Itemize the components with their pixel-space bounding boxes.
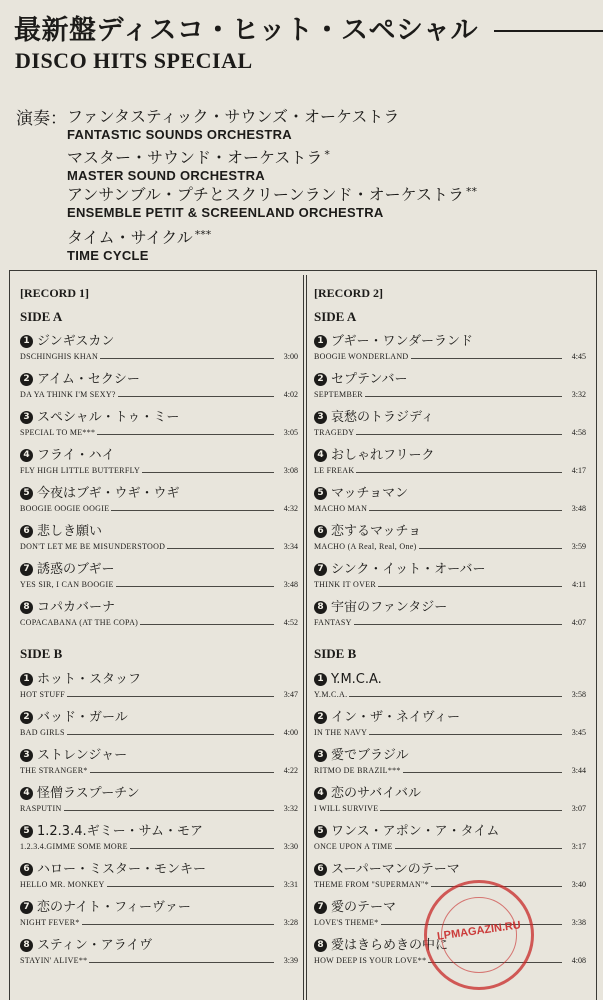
track-title-en: Y.M.C.A. <box>314 690 348 699</box>
track-duration: 3:00 <box>283 352 298 361</box>
track-duration: 3:48 <box>571 504 586 513</box>
track-title-en: COPACABANA (AT THE COPA) <box>20 618 139 627</box>
track-row <box>20 898 298 932</box>
track-title-jp: 哀愁のトラジディ <box>331 410 434 425</box>
track-row <box>314 522 586 556</box>
track-title-jp: アイム・セクシー <box>37 372 140 387</box>
track-number: 1 <box>20 335 33 348</box>
track-title-en: HOW DEEP IS YOUR LOVE** <box>314 956 427 965</box>
track-title-jp: 怪僧ラスプーチン <box>37 786 140 801</box>
track-title-jp: 愛でブラジル <box>331 748 409 763</box>
album-title-english: DISCO HITS SPECIAL <box>15 48 253 73</box>
track-number: 5 <box>20 487 33 500</box>
track-number: 2 <box>314 373 327 386</box>
track-number: 4 <box>314 787 327 800</box>
performers-label: 演奏： <box>16 109 67 129</box>
track-duration: 4:45 <box>571 352 586 361</box>
track-title-jp: 恋するマッチョ <box>331 524 422 539</box>
track-duration: 4:22 <box>283 766 298 775</box>
track-number: 7 <box>314 563 327 576</box>
performer-name-en: MASTER SOUND ORCHESTRA <box>67 168 265 183</box>
track-number: 4 <box>20 449 33 462</box>
performer-name-en: ENSEMBLE PETIT & SCREENLAND ORCHESTRA <box>67 205 384 220</box>
track-title-en: DON'T LET ME BE MISUNDERSTOOD <box>20 542 166 551</box>
track-title-jp: 悲しき願い <box>37 524 103 539</box>
track-duration: 3:17 <box>571 842 586 851</box>
track-row <box>314 560 586 594</box>
record-1-side-b-label: SIDE B <box>20 646 63 661</box>
track-title-jp: マッチョマン <box>331 486 409 501</box>
track-row <box>314 822 586 856</box>
track-number: 8 <box>20 601 33 614</box>
track-title-en: BOOGIE OOGIE OOGIE <box>20 504 110 513</box>
column-divider <box>303 275 304 1000</box>
track-duration: 3:31 <box>283 880 298 889</box>
track-duration: 3:38 <box>571 918 586 927</box>
track-title-en: TRAGEDY <box>314 428 355 437</box>
track-title-jp: Y.M.C.A. <box>331 672 382 687</box>
track-title-jp: スティン・アライヴ <box>37 938 153 953</box>
track-row <box>20 370 298 404</box>
track-title-jp: おしゃれフリーク <box>331 448 435 463</box>
track-row <box>314 746 586 780</box>
record-1-label: [RECORD 1] <box>20 286 89 300</box>
track-number: 7 <box>314 901 327 914</box>
track-title-jp: フライ・ハイ <box>37 448 115 463</box>
track-row <box>20 446 298 480</box>
track-duration: 3:44 <box>571 766 586 775</box>
track-title-jp: ブギー・ワンダーランド <box>331 334 473 349</box>
track-number: 6 <box>20 525 33 538</box>
watermark-text: LPMAGAZIN.RU <box>436 919 522 943</box>
track-row <box>20 332 298 366</box>
track-title-jp: ハロー・ミスター・モンキー <box>37 862 207 877</box>
track-title-en: RITMO DE BRAZIL*** <box>314 766 401 775</box>
track-title-jp: 愛はきらめきの中に <box>331 938 449 953</box>
record-2-label: [RECORD 2] <box>314 286 383 300</box>
track-number: 7 <box>20 901 33 914</box>
track-title-en: HOT STUFF <box>20 690 66 699</box>
track-title-en: I WILL SURVIVE <box>314 804 379 813</box>
track-duration: 3:47 <box>283 690 298 699</box>
performer-name-en: FANTASTIC SOUNDS ORCHESTRA <box>67 127 292 142</box>
track-number: 3 <box>314 411 327 424</box>
track-duration: 4:07 <box>571 618 586 627</box>
track-title-en: LE FREAK <box>314 466 355 475</box>
track-row <box>20 936 298 970</box>
track-duration: 4:17 <box>571 466 586 475</box>
record-1-side-a-label: SIDE A <box>20 309 63 324</box>
track-row <box>314 670 586 704</box>
track-title-en: THINK IT OVER <box>314 580 376 589</box>
track-row <box>20 822 298 856</box>
performer-name-en: TIME CYCLE <box>67 248 149 263</box>
track-title-en: SEPTEMBER <box>314 390 363 399</box>
track-row <box>314 446 586 480</box>
performer-name-jp: マスター・サウンド・オーケストラ * <box>67 148 330 167</box>
track-number: 8 <box>20 939 33 952</box>
track-title-en: DSCHINGHIS KHAN <box>20 352 99 361</box>
track-title-en: ONCE UPON A TIME <box>314 842 393 851</box>
track-row <box>314 708 586 742</box>
track-title-en: FLY HIGH LITTLE BUTTERFLY <box>20 466 141 475</box>
track-title-en: BOOGIE WONDERLAND <box>314 352 409 361</box>
track-title-jp: シンク・イット・オーバー <box>331 562 486 577</box>
track-title-en: DA YA THINK I'M SEXY? <box>20 390 116 399</box>
track-number: 3 <box>20 749 33 762</box>
track-duration: 3:07 <box>571 804 586 813</box>
track-title-en: HELLO MR. MONKEY <box>20 880 105 889</box>
track-row <box>20 408 298 442</box>
track-title-jp: ホット・スタッフ <box>37 672 142 687</box>
track-duration: 3:59 <box>571 542 586 551</box>
track-number: 2 <box>20 711 33 724</box>
track-title-en: NIGHT FEVER* <box>20 918 80 927</box>
track-number: 6 <box>314 863 327 876</box>
track-title-jp: ジンギスカン <box>37 334 115 349</box>
performer-mark: *** <box>194 228 212 241</box>
track-duration: 4:52 <box>283 618 298 627</box>
track-number: 5 <box>314 825 327 838</box>
track-number: 4 <box>314 449 327 462</box>
track-duration: 3:58 <box>571 690 586 699</box>
track-number: 6 <box>20 863 33 876</box>
track-duration: 3:39 <box>283 956 298 965</box>
track-number: 6 <box>314 525 327 538</box>
track-title-jp: イン・ザ・ネイヴィー <box>331 710 460 725</box>
track-title-jp: 誘惑のブギー <box>37 562 115 577</box>
track-row <box>314 332 586 366</box>
title-rule <box>494 30 603 32</box>
track-title-en: STAYIN' ALIVE** <box>20 956 88 965</box>
track-title-en: FANTASY <box>314 618 352 627</box>
track-duration: 3:30 <box>283 842 298 851</box>
track-title-jp: コパカバーナ <box>37 600 116 615</box>
track-duration: 4:08 <box>571 956 586 965</box>
performer-mark: * <box>324 148 330 161</box>
track-number: 3 <box>20 411 33 424</box>
track-title-en: 1.2.3.4.GIMME SOME MORE <box>20 842 128 851</box>
track-row <box>20 784 298 818</box>
track-duration: 3:32 <box>283 804 298 813</box>
track-number: 2 <box>20 373 33 386</box>
track-title-en: THEME FROM "SUPERMAN"* <box>314 880 429 889</box>
performer-name-jp: ファンタスティック・サウンズ・オーケストラ <box>67 107 400 126</box>
track-title-jp: 恋のサバイバル <box>331 786 421 801</box>
track-title-jp: バッド・ガール <box>37 710 128 725</box>
track-duration: 4:11 <box>572 580 586 589</box>
track-duration: 3:45 <box>571 728 586 737</box>
track-title-jp: 恋のナイト・フィーヴァー <box>37 900 191 915</box>
track-number: 3 <box>314 749 327 762</box>
track-row <box>20 860 298 894</box>
track-row <box>20 746 298 780</box>
track-row <box>314 408 586 442</box>
track-row <box>20 560 298 594</box>
track-duration: 4:02 <box>283 390 298 399</box>
track-title-en: BAD GIRLS <box>20 728 65 737</box>
watermark-stamp <box>424 880 534 990</box>
track-row <box>20 708 298 742</box>
track-duration: 3:48 <box>283 580 298 589</box>
track-row <box>314 370 586 404</box>
record-2-side-b-label: SIDE B <box>314 646 357 661</box>
track-number: 8 <box>314 939 327 952</box>
track-duration: 3:34 <box>283 542 298 551</box>
track-title-jp: 愛のテーマ <box>331 900 397 915</box>
performer-mark: ** <box>465 185 477 198</box>
track-title-jp: ワンス・アポン・ア・タイム <box>331 824 500 839</box>
performer-name-jp: タイム・サイクル *** <box>67 228 212 247</box>
track-title-en: IN THE NAVY <box>314 728 368 737</box>
track-number: 4 <box>20 787 33 800</box>
performer-1 <box>67 104 401 143</box>
performer-2 <box>67 145 330 184</box>
track-number: 1 <box>314 335 327 348</box>
track-number: 7 <box>20 563 33 576</box>
track-row <box>20 484 298 518</box>
track-row <box>314 598 586 632</box>
track-number: 8 <box>314 601 327 614</box>
track-duration: 4:32 <box>283 504 298 513</box>
performer-name-jp: アンサンブル・プチとスクリーンランド・オーケストラ ** <box>67 185 477 204</box>
track-number: 5 <box>20 825 33 838</box>
track-leader-line <box>314 696 562 697</box>
album-title-japanese: 最新盤ディスコ・ヒット・スペシャル <box>14 15 478 46</box>
track-duration: 4:00 <box>283 728 298 737</box>
track-title-en: YES SIR, I CAN BOOGIE <box>20 580 114 589</box>
track-title-en: SPECIAL TO ME*** <box>20 428 96 437</box>
track-number: 1 <box>314 673 327 686</box>
track-row <box>314 484 586 518</box>
track-title-jp: スーパーマンのテーマ <box>331 862 460 877</box>
track-title-en: RASPUTIN <box>20 804 62 813</box>
track-duration: 3:40 <box>571 880 586 889</box>
track-row <box>20 522 298 556</box>
track-duration: 3:05 <box>283 428 298 437</box>
performer-3 <box>67 182 477 221</box>
track-title-en: THE STRANGER* <box>20 766 88 775</box>
track-duration: 3:08 <box>283 466 298 475</box>
track-title-jp: 今夜はブギ・ウギ・ウギ <box>37 486 180 501</box>
track-title-jp: 1.2.3.4.ギミー・サム・モア <box>37 824 203 839</box>
track-title-jp: 宇宙のファンタジー <box>331 600 448 615</box>
track-row <box>20 598 298 632</box>
column-divider-inner <box>306 275 307 1000</box>
track-number: 1 <box>20 673 33 686</box>
track-duration: 3:32 <box>571 390 586 399</box>
track-row <box>314 784 586 818</box>
performer-4 <box>67 225 211 264</box>
track-title-jp: ストレンジャー <box>37 748 128 763</box>
track-title-en: LOVE'S THEME* <box>314 918 379 927</box>
track-title-jp: セプテンバー <box>331 372 408 387</box>
track-duration: 3:28 <box>283 918 298 927</box>
record-2-side-a-label: SIDE A <box>314 309 357 324</box>
track-number: 2 <box>314 711 327 724</box>
track-row <box>20 670 298 704</box>
track-title-jp: スペシャル・トゥ・ミー <box>37 410 180 425</box>
track-title-en: MACHO (A Real, Real, One) <box>314 542 417 551</box>
track-number: 5 <box>314 487 327 500</box>
track-duration: 4:58 <box>571 428 586 437</box>
track-title-en: MACHO MAN <box>314 504 368 513</box>
